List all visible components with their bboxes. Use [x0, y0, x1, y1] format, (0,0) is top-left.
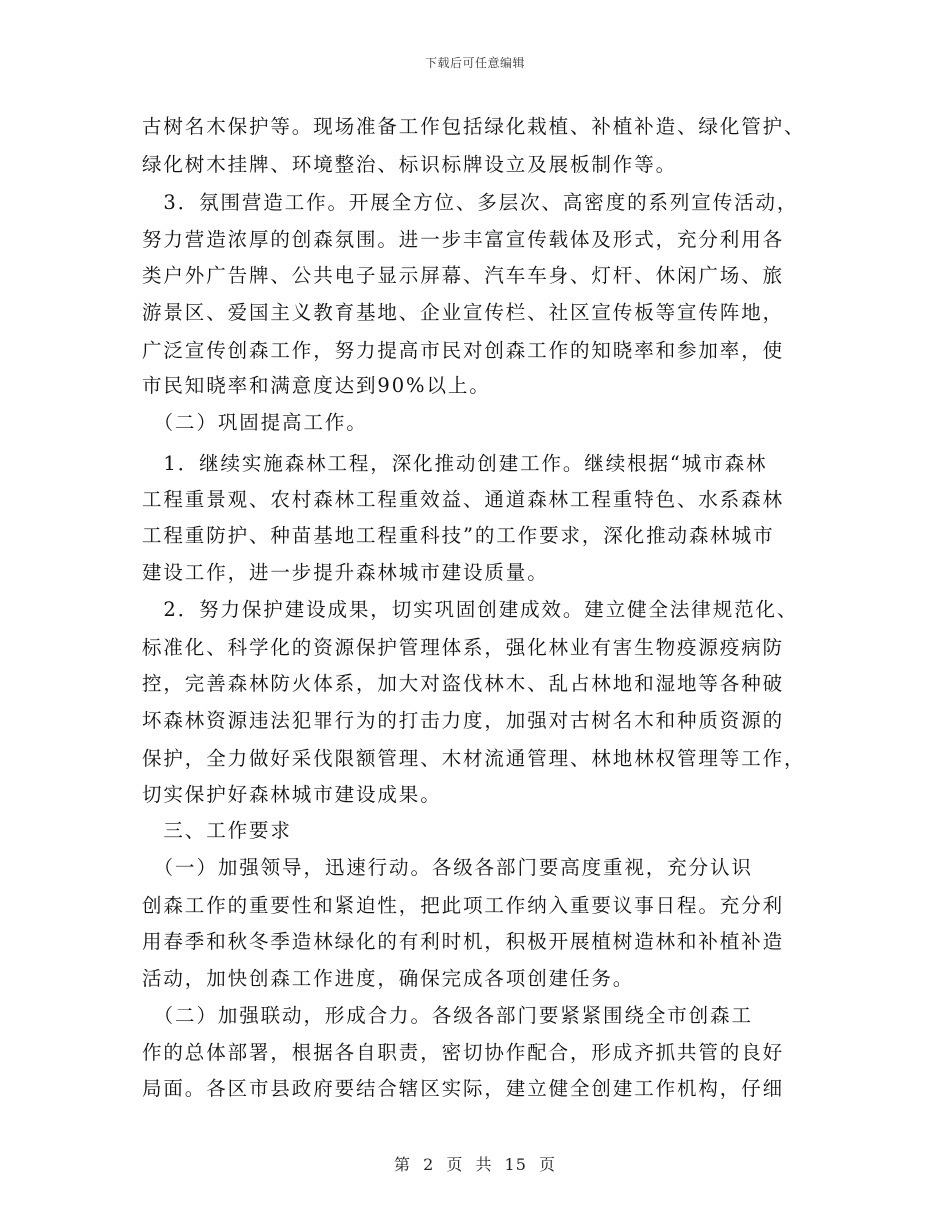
text-line: 2．努力保护建设成果，切实巩固创建成效。建立健全法律规范化、 [142, 598, 799, 621]
text-line: 绿化树木挂牌、环境整治、标识标牌设立及展板制作等。 [142, 153, 678, 176]
text-line: 1．继续实施森林工程，深化推动创建工作。继续根据“城市森林 [142, 452, 768, 475]
text-line: 创森工作的重要性和紧迫性，把此项工作纳入重要议事日程。充分利 [142, 894, 785, 917]
text-line: 市民知晓率和满意度达到90%以上。 [142, 374, 491, 397]
text-line: 局面。各区市县政府要结合辖区实际，建立健全创建工作机构，仔细 [142, 1077, 785, 1100]
text-line: 保护，全力做好采伐限额管理、木材流通管理、林地林权管理等工作， [142, 747, 806, 770]
text-line: （二）加强联动，形成合力。各级各部门要紧紧围绕全市创森工 [142, 1004, 753, 1027]
page-header: 下载后可任意编辑 [424, 56, 525, 70]
text-line: 控，完善森林防火体系，加大对盗伐林木、乱占林地和湿地等各种破 [142, 672, 785, 695]
text-line: 切实保护好森林城市建设成果。 [142, 783, 442, 806]
text-line: 3．氛围营造工作。开展全方位、多层次、高密度的系列宣传活动， [142, 191, 799, 214]
text-line: 用春季和秋冬季造林绿化的有利时机，积极开展植树造林和补植补造 [142, 930, 785, 953]
text-line: 游景区、爱国主义教育基地、企业宣传栏、社区宣传板等宣传阵地， [142, 301, 785, 324]
text-line: 活动，加快创森工作进度，确保完成各项创建任务。 [142, 967, 635, 990]
text-line: 努力营造浓厚的创森氛围。进一步丰富宣传载体及形式，充分利用各 [142, 228, 785, 251]
text-line: （二）巩固提高工作。 [142, 411, 368, 434]
text-line: 坏森林资源违法犯罪行为的打击力度，加强对古树名木和种质资源的 [142, 709, 785, 732]
text-line: 建设工作，进一步提升森林城市建设质量。 [142, 561, 549, 584]
text-line: （一）加强领导，迅速行动。各级各部门要高度重视，充分认识 [142, 856, 753, 879]
page-footer: 第 2 页 共 15 页 [394, 1155, 556, 1174]
text-line: 标准化、科学化的资源保护管理体系，强化林业有害生物疫源疫病防 [142, 636, 785, 659]
text-line: 工程重防护、种苗基地工程重科技”的工作要求，深化推动森林城市 [142, 524, 775, 547]
text-line: 广泛宣传创森工作，努力提高市民对创森工作的知晓率和参加率，使 [142, 339, 785, 362]
text-line: 工程重景观、农村森林工程重效益、通道森林工程重特色、水系森林 [142, 488, 785, 511]
text-line: 古树名木保护等。现场准备工作包括绿化栽植、补植补造、绿化管护、 [142, 115, 806, 138]
text-line: 作的总体部署，根据各自职责，密切协作配合，形成齐抓共管的良好 [142, 1041, 785, 1064]
text-line: 三、工作要求 [142, 819, 292, 842]
text-line: 类户外广告牌、公共电子显示屏幕、汽车车身、灯杆、休闲广场、旅 [142, 264, 785, 287]
